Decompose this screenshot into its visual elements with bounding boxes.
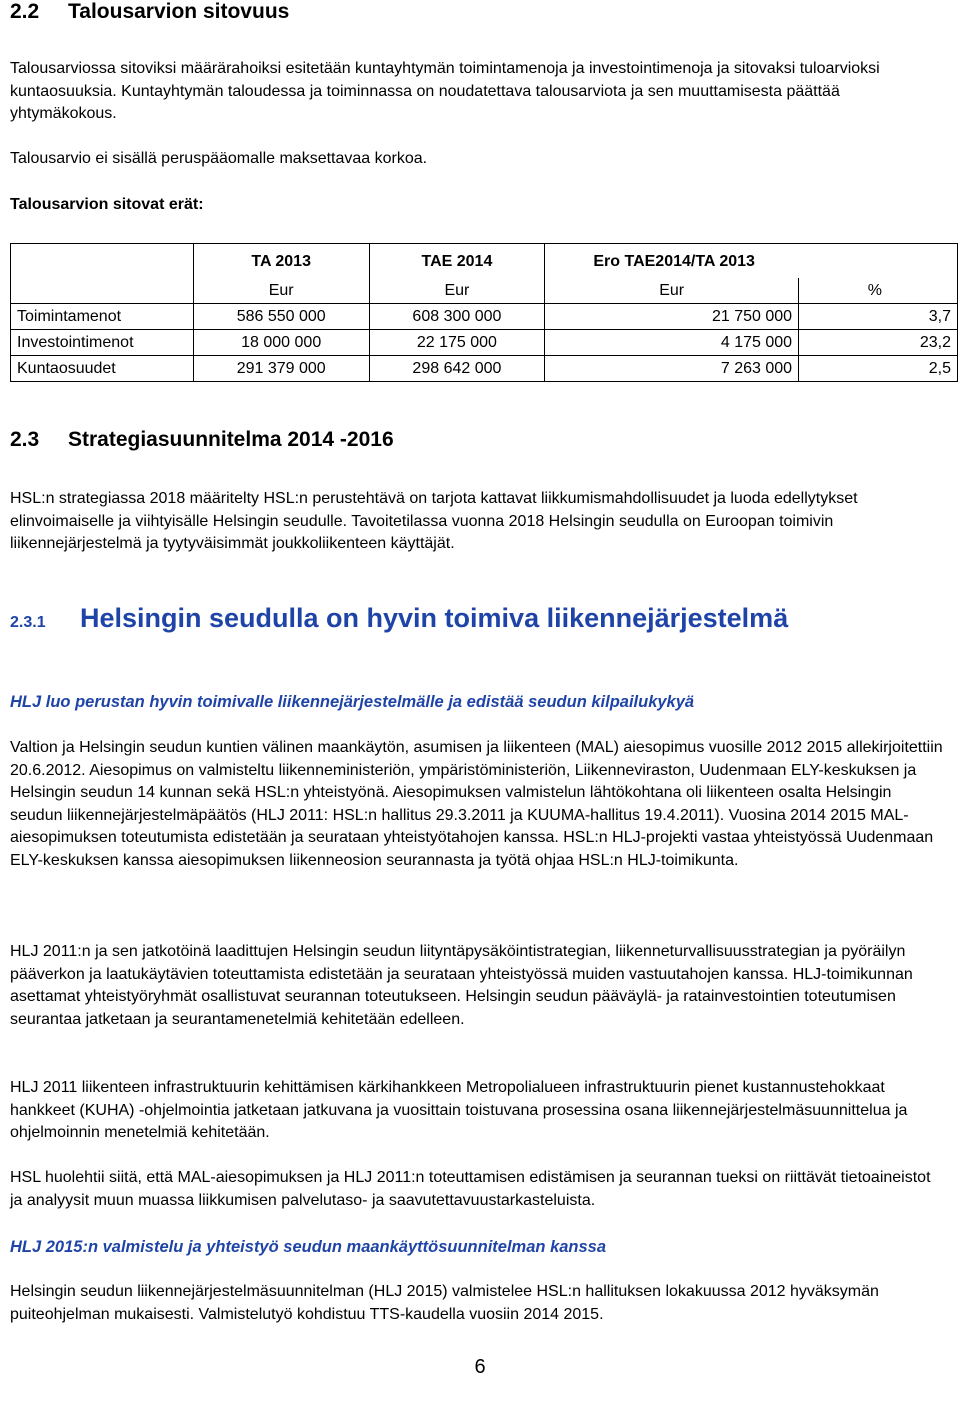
unit-empty-cell <box>11 278 194 304</box>
cell-diff-eur: 4 175 000 <box>545 330 799 356</box>
header-empty-cell <box>11 244 194 279</box>
cell-diff-eur: 21 750 000 <box>545 304 799 330</box>
unit-ta2013: Eur <box>193 278 369 304</box>
paragraph-strategia: HSL:n strategiassa 2018 määritelty HSL:n perustehtävä on tarjota kattavat liikkumismahdollisuudet ja luoda edellytykset elinvoimaiselle ja viihtyisälle Helsingin seudulle. Tavoitetilassa vuonna 2018 Helsingin seudulla on Euroopan toimivin liikennejärjestelmä ja tyytyväisimmät joukkoliikenteen käyttäjät. <box>10 490 858 552</box>
paragraph-kuha: HLJ 2011 liikenteen infrastruktuurin kehittämisen kärkihankkeen Metropolialueen infrastruktuurin pienet kustannustehokkaat hankkeet (KUHA) -ohjelmointia jatketaan jatkuvana ja vuosittain toistuvana prosessina osana liikennejärjestelmäsuunnittelua ja ohjelmoinnin menetelmiä kehitetään. <box>10 1079 908 1141</box>
unit-diff-eur: Eur <box>545 278 799 304</box>
unit-diff-pct: % <box>799 278 958 304</box>
section-title: Helsingin seudulla on hyvin toimiva liikennejärjestelmä <box>80 603 789 633</box>
cell-tae2014: 22 175 000 <box>369 330 545 356</box>
cell-diff-pct: 3,7 <box>799 304 958 330</box>
section-title: Strategiasuunnitelma 2014 -2016 <box>68 428 394 451</box>
section-number: 2.3 <box>10 428 40 451</box>
table-title: Talousarvion sitovat erät: <box>10 196 204 213</box>
section-heading-2-2 <box>10 0 289 24</box>
paragraph-seuranta: HSL huolehtii siitä, että MAL-aiesopimuksen ja HLJ 2011:n toteuttamisen edistämisen ja seurannan tueksi on riittävät tietoaineistot ja analyysit muun muassa liikkumisen palvelutaso- ja saavutettavuustarkasteluista. <box>10 1169 931 1209</box>
paragraph-sitovuus: Talousarviossa sitoviksi määrärahoiksi esitetään kuntayhtymän toimintamenoja ja investointimenoja ja sitovaksi tuloarvioksi kuntaosuuksia. Kuntayhtymän taloudessa ja toiminnassa on noudatettava talousarviota ja sen muuttamisesta päättää yhtymäkokous. <box>10 60 880 122</box>
section-heading-2-3-1 <box>10 602 788 639</box>
section-number: 2.2 <box>10 0 40 23</box>
page-number: 6 <box>474 1356 486 1378</box>
subheading-hlj-perusta: HLJ luo perustan hyvin toimivalle liikennejärjestelmälle ja edistää seudun kilpailukykyä <box>10 693 695 711</box>
row-label: Kuntaosuudet <box>11 356 194 382</box>
table-row <box>11 304 958 330</box>
paragraph-korko: Talousarvio ei sisällä peruspääomalle maksettavaa korkoa. <box>10 150 428 167</box>
section-heading-2-3 <box>10 428 394 452</box>
cell-diff-pct: 23,2 <box>799 330 958 356</box>
table-row <box>11 330 958 356</box>
section-title: Talousarvion sitovuus <box>68 0 290 23</box>
header-diff: Ero TAE2014/TA 2013 <box>545 244 958 279</box>
header-tae2014: TAE 2014 <box>369 244 545 279</box>
table-header-row <box>11 244 958 279</box>
row-label: Toimintamenot <box>11 304 194 330</box>
unit-tae2014: Eur <box>369 278 545 304</box>
budget-table <box>10 243 958 382</box>
cell-ta2013: 291 379 000 <box>193 356 369 382</box>
cell-diff-pct: 2,5 <box>799 356 958 382</box>
table-row <box>11 356 958 382</box>
section-number: 2.3.1 <box>10 614 46 631</box>
subheading-hlj-2015: HLJ 2015:n valmistelu ja yhteistyö seudun maankäyttösuunnitelman kanssa <box>10 1238 607 1256</box>
header-ta2013: TA 2013 <box>193 244 369 279</box>
row-label: Investointimenot <box>11 330 194 356</box>
cell-ta2013: 586 550 000 <box>193 304 369 330</box>
cell-ta2013: 18 000 000 <box>193 330 369 356</box>
paragraph-mal-aiesopimus: Valtion ja Helsingin seudun kuntien välinen maankäytön, asumisen ja liikenteen (MAL) aiesopimus vuosille 2012 2015 allekirjoitettiin 20.6.2012. Aiesopimus on valmisteltu liikenneministeriön, ympäristöministeriön, Liikenneviraston, Uudenmaan ELY-keskuksen ja Helsingin seudun 14 kunnan sekä HSL:n yhteistyönä. Aiesopimuksen valmistelun lähtökohtana oli liikenteen osalta Helsingin seudun liikennejärjestelmäpäätös (HLJ 2011: HSL:n hallitus 29.3.2011 ja KUUMA-hallitus 19.4.2011). Vuosina 2014 2015 MAL-aiesopimuksen toteutumista edistetään ja seurataan yhteistyötahojen kanssa. HSL:n HLJ-projekti vastaa yhteistyössä Uudenmaan ELY-keskuksen kanssa aiesopimuksen liikenneosion seurannasta ja työtä ohjaa HSL:n HLJ-toimikunta. <box>10 739 943 869</box>
cell-diff-eur: 7 263 000 <box>545 356 799 382</box>
paragraph-hlj-2011: HLJ 2011:n ja sen jatkotöinä laadittujen Helsingin seudun liityntäpysäköintistrategian, liikenneturvallisuusstrategian ja pyöräilyn pääverkon ja laatukäytävien toteuttamista edistetään ja seurataan yhteistyössä muiden vastuutahojen kanssa. HLJ-toimikunnan asettamat yhteistyöryhmät osallistuvat seurannan toteutukseen. Helsingin seudun pääväylä- ja ratainvestointien toteutumisen seurantaa jatketaan ja seurantamenetelmiä kehitetään edelleen. <box>10 943 913 1028</box>
table-unit-row <box>11 278 958 304</box>
cell-tae2014: 608 300 000 <box>369 304 545 330</box>
paragraph-hlj-2015: Helsingin seudun liikennejärjestelmäsuunnitelman (HLJ 2015) valmistelee HSL:n hallituksen lokakuussa 2012 hyväksymän puiteohjelman mukaisesti. Valmistelutyö kohdistuu TTS-kaudella vuosiin 2014 2015. <box>10 1283 879 1323</box>
cell-tae2014: 298 642 000 <box>369 356 545 382</box>
